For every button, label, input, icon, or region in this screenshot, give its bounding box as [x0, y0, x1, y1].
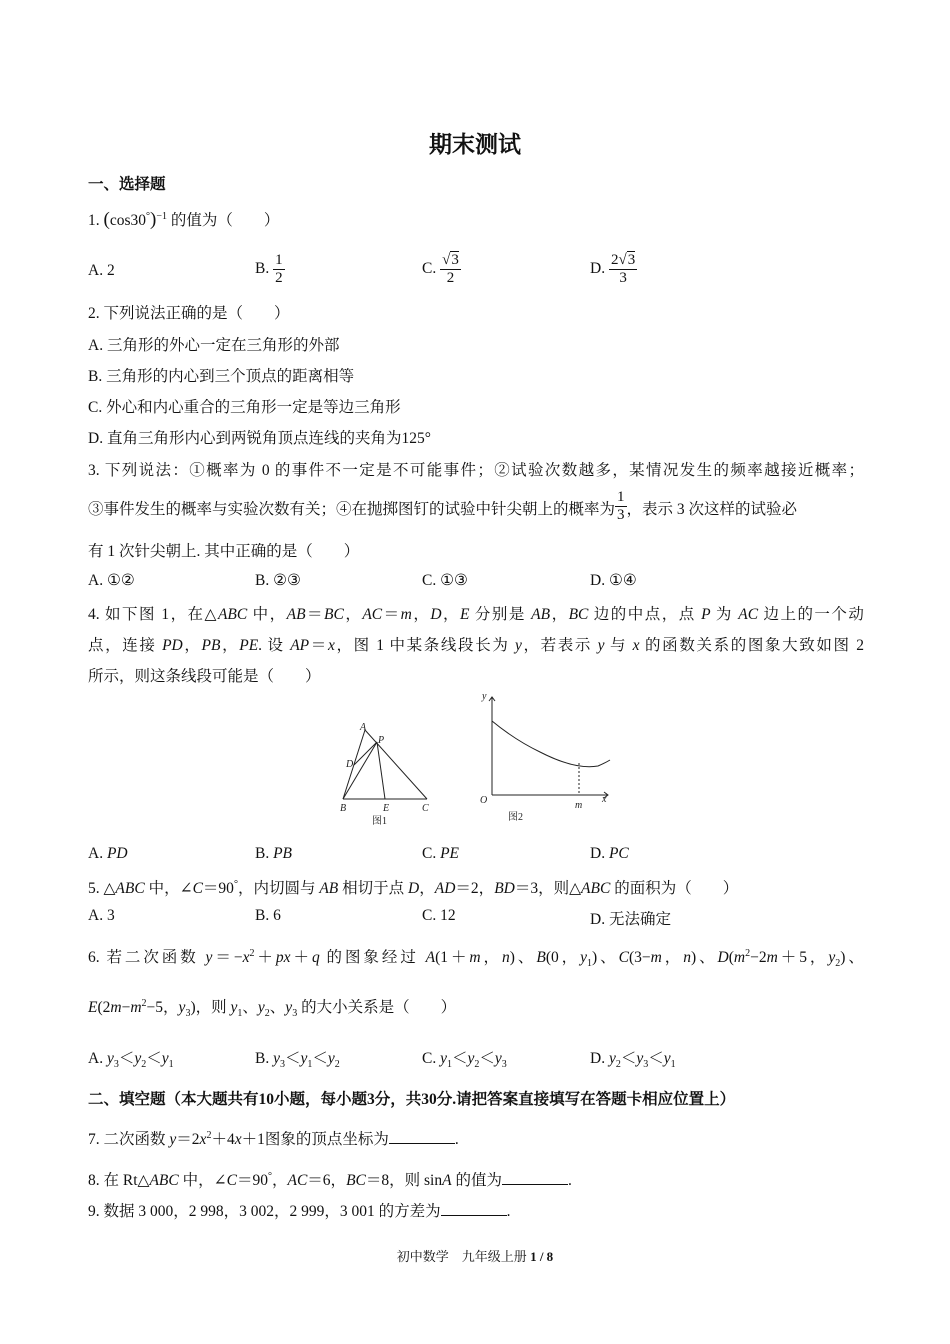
- question-4-line-1: 4. 如下图 1，在△ABC 中，AB＝BC，AC＝m，D，E 分别是 AB，BC 边的中点，点 P 为 AC 边上的一个动: [88, 606, 864, 623]
- question-6-option-b: B. $y_3<y_1<y_2$: [255, 1050, 340, 1071]
- question-3-option-a: A. ①②: [88, 572, 135, 589]
- question-6-line-1: 6. 若二次函数 $y=-x^2+px+q$ 的图象经过 A(1＋m，n)、B(0，$y_1$)、C(3−m，n)、$D(m^2-2m+5$，$y_2$)、: [88, 947, 864, 970]
- question-1-option-c: C. $\frac{√3}{2}$: [422, 252, 459, 286]
- svg-text:y: y: [482, 691, 487, 702]
- question-4-option-a: A. PD: [88, 845, 128, 862]
- question-6-line-2: $E(2m-m^2-5$，$y_3$)，则 $y_1$、$y_2$、$y_3$ 的大小关系是（ ）: [88, 997, 457, 1020]
- question-2-option-b: B. 三角形的内心到三个顶点的距离相等: [88, 368, 355, 385]
- section-heading-choice: 一、选择题: [88, 176, 166, 193]
- question-1-stem: 1. $(\cos 30^\circ)^{-1}$ 的值为（ ）: [88, 209, 280, 230]
- question-1-option-d: D. $\frac{2√3}{3}$: [590, 252, 636, 286]
- question-7: 7. 二次函数 $y=2x^2+4x+1$图象的顶点坐标为 .: [88, 1129, 459, 1148]
- question-4-option-c: C. PE: [422, 845, 460, 862]
- svg-text:P: P: [378, 735, 385, 746]
- question-4-option-b: B. PB: [255, 845, 293, 862]
- question-6-option-a: A. $y_3<y_2<y_1$: [88, 1050, 174, 1071]
- question-1-option-b: B. $\frac{1}{2}$: [255, 252, 283, 286]
- question-3-line-1: 3. 下列说法：①概率为 0 的事件不一定是不可能事件；②试验次数越多，某情况发生的频率越接近概率；: [88, 462, 864, 479]
- question-4-line-3: 所示，则这条线段可能是（ ）: [88, 668, 321, 685]
- figure-1-caption: 图1: [372, 816, 387, 827]
- svg-text:A: A: [360, 722, 367, 733]
- svg-text:C: C: [422, 803, 429, 814]
- page-title: 期末测试: [429, 132, 521, 157]
- question-3-option-b: B. ②③: [255, 572, 301, 589]
- triangle-figure: [343, 730, 427, 799]
- question-5-option-a: A. 3: [88, 907, 115, 924]
- svg-text:E: E: [383, 803, 390, 814]
- section-heading-fill: 二、填空题（本大题共有10小题，每小题3分，共30分.请把答案直接填写在答题卡相应位置上）: [88, 1091, 736, 1108]
- question-5-option-d: D. 无法确定: [590, 911, 671, 928]
- question-2-option-d: D. 直角三角形内心到两锐角顶点连线的夹角为125°: [88, 430, 431, 447]
- figure-2-caption: 图2: [508, 812, 523, 823]
- answer-blank[interactable]: [389, 1131, 455, 1144]
- question-4-figures: [330, 690, 620, 830]
- question-5-option-b: B. 6: [255, 907, 281, 924]
- question-8: 8. 在 Rt△ABC 中，∠C＝90°，AC＝6，BC＝8，则 sinA 的值为 .: [88, 1170, 572, 1189]
- svg-text:m: m: [575, 800, 583, 811]
- question-1-option-a: A. 2: [88, 262, 115, 279]
- question-4-option-d: D. PC: [590, 845, 629, 862]
- question-3-line-3: 有 1 次针尖朝上. 其中正确的是（ ）: [88, 543, 360, 560]
- question-6-option-d: D. $y_2<y_3<y_1$: [590, 1050, 676, 1071]
- question-9: 9. 数据 3 000，2 998，3 002，2 999，3 001 的方差为 .: [88, 1203, 511, 1220]
- question-3-option-d: D. ①④: [590, 572, 637, 589]
- question-2-stem: 2. 下列说法正确的是（ ）: [88, 305, 290, 322]
- graph-figure: [489, 697, 610, 798]
- question-4-line-2: 点，连接 PD，PB，PE. 设 AP＝x，图 1 中某条线段长为 y，若表示 y 与 x 的函数关系的图象大致如图 2: [88, 637, 864, 654]
- svg-text:B: B: [340, 803, 347, 814]
- question-6-option-c: C. $y_1<y_2<y_3$: [422, 1050, 507, 1071]
- answer-blank[interactable]: [441, 1203, 507, 1216]
- question-2-option-c: C. 外心和内心重合的三角形一定是等边三角形: [88, 399, 401, 416]
- question-3-line-2: ③事件发生的概率与实验次数有关；④在抛掷图钉的试验中针尖朝上的概率为 $\frac{1}{3}$ ，表示 3 次这样的试验必: [88, 489, 798, 523]
- svg-text:O: O: [480, 795, 488, 806]
- question-5-option-c: C. 12: [422, 907, 456, 924]
- page-number: 1 / 8: [530, 1249, 554, 1264]
- page-footer: 初中数学 九年级上册 1 / 8: [396, 1249, 554, 1264]
- question-3-option-c: C. ①③: [422, 572, 468, 589]
- answer-blank[interactable]: [502, 1172, 568, 1185]
- svg-text:D: D: [346, 759, 354, 770]
- question-5-stem: 5. △ABC 中，∠C＝90°，内切圆与 AB 相切于点 D，AD＝2，BD＝3，则△ABC 的面积为（ ）: [88, 878, 739, 897]
- svg-text:x: x: [602, 794, 607, 805]
- question-2-option-a: A. 三角形的外心一定在三角形的外部: [88, 337, 340, 354]
